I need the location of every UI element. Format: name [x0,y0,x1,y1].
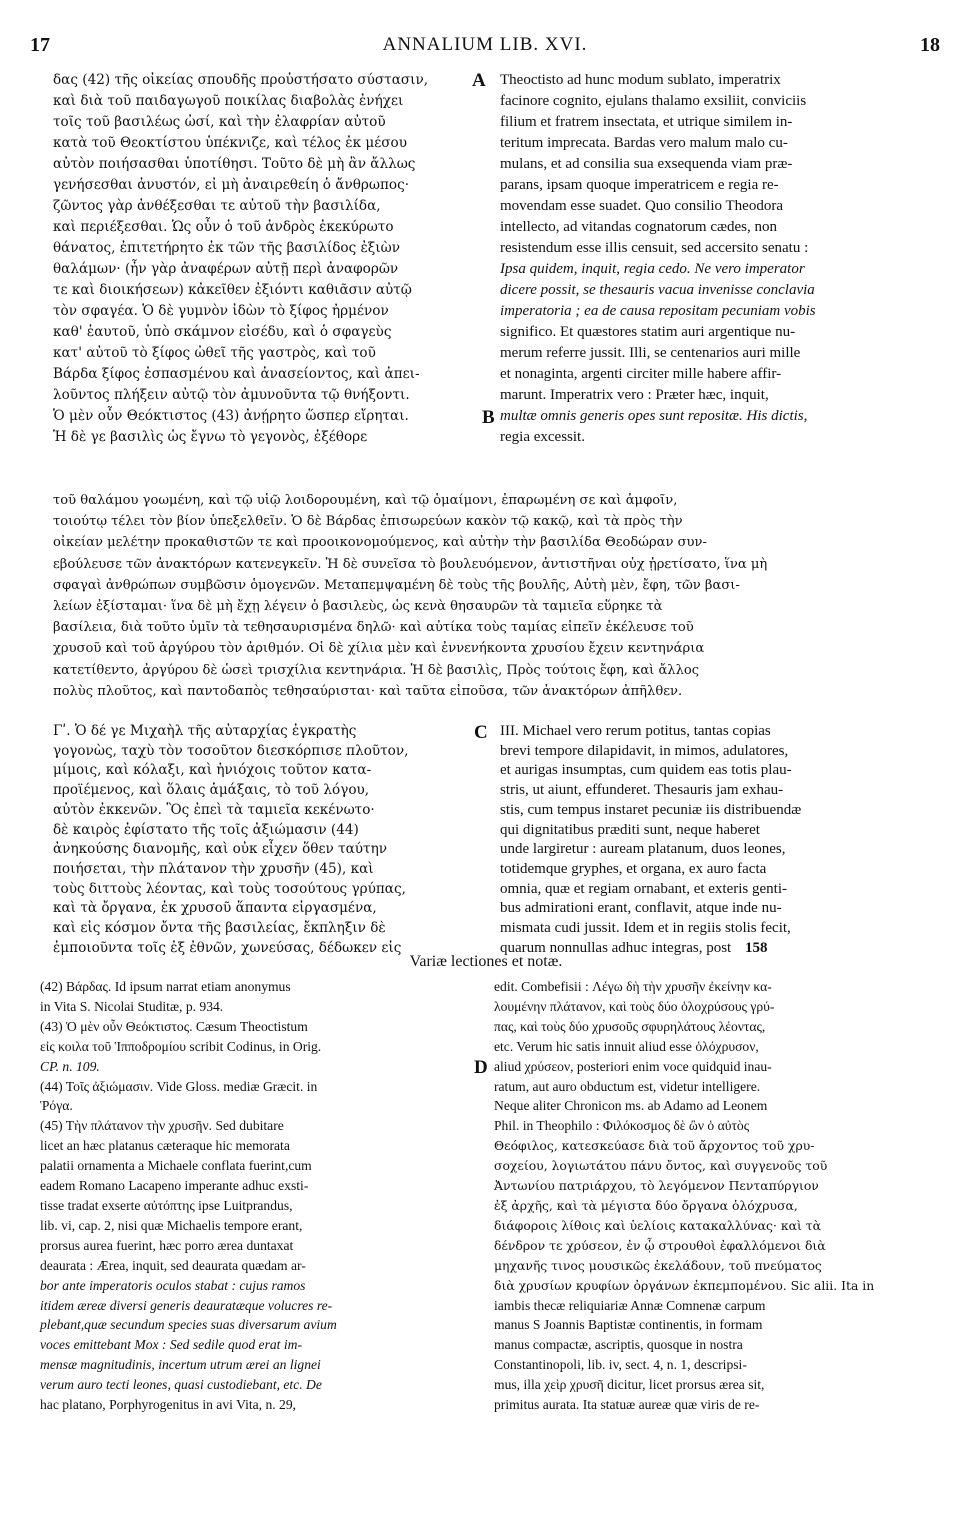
margin-letter-a: A [472,70,486,91]
greek-line: Ἡ δὲ γε βασιλὶς ὡς ἔγνω τὸ γεγονὸς, ἐξέθορε [53,429,368,445]
greek-column-top [53,70,428,448]
greek-line: κατὰ τοῦ Θεοκτίστου ὑπέκνιζε, καὶ τέλος ἐκ μέσου [53,135,407,151]
greek-line: αὐτὸν ποιήσασθαι ὑποτίθησι. Τοῦτο δὲ μὴ ἂν ἄλλως [53,156,416,172]
note-line: Ῥόγα. [40,1098,73,1114]
latin-line: movendam esse suadet. Quo consilio Theodora [500,198,783,214]
notes-column-left [40,977,337,1415]
page-number-left: 17 [30,34,50,56]
note-line: iambis thecæ reliquiariæ Annæ Comnenæ carpum [494,1297,766,1313]
greek-full-width [53,490,767,702]
note-line greekin: μηχανῆς τινος μουσικῶς ἐκελάδουν, τοῦ πνεύματος [494,1257,822,1273]
latin-line: III. Michael vero rerum potitus, tantas copias [500,723,771,739]
latin-line: mulans, et ad consilia sua exsequenda viam præ- [500,156,793,172]
note-line greekin: δένδρον τε χρύσεον, ἐν ᾧ στρουθοὶ ἐφαλλόμενοι διὰ [494,1237,826,1253]
note-line: prorsus aurea fuerint, hæc porro ærea duntaxat [40,1237,294,1253]
note-line: lib. vi, cap. 2, nisi quæ Michaelis tempore erant, [40,1217,303,1233]
note-line greekin: διὰ χρυσίων κρυφίων ὀργάνων ἐκπεμπομένου. Sic alii. Ita in [494,1277,875,1293]
note-line greekin: διάφοροις λίθοις καὶ ὑελίοις κατακαλλύνας· καὶ τὰ [494,1217,821,1233]
greek-line: ποιήσεται, τὴν πλάτανον τὴν χρυσῆν (45), καὶ [53,860,374,877]
note-line: manus S Joannis Baptistæ continentis, in formam [494,1317,763,1333]
note-line: εἰς κοιλα τοῦ Ἱπποδρομίου scribit Codinus, in Orig. [40,1038,322,1054]
latin-column-bottom [500,722,801,958]
latin-line: significo. Et quæstores statim auri argentique nu- [500,324,796,340]
greek-line: λοῦντος πλήξειν αὐτῷ τὸν ἀμυνοῦντα τῷ θνήξοντι. [53,387,410,403]
greek-line: καθ' ἑαυτοῦ, ὑπὸ σκάμνον εἰσέδυ, καὶ ὁ σφαγεὺς [53,324,392,340]
note-line: tisse tradat exserte αὐτόπτης ipse Luitprandus, [40,1197,293,1213]
greek-line: Γʹ. Ὁ δέ γε Μιχαὴλ τῆς αὐταρχίας ἐγκρατὴς [53,723,357,739]
greek-line: γογονὼς, ταχὺ τὸν τοσοῦτον διεσκόρπισε πλοῦτον, [53,742,409,759]
latin-line: qui dignitatibus præditi sunt, neque haberet [500,821,760,838]
latin-line-text: quarum nonnullas adhuc integras, post [500,939,732,956]
greek-line: οἰκείαν μελέτην προκαθιστῶν τε καὶ προοικονομούμενος, καὶ αὐτὴν τὴν βασιλίδα Θεοδώραν συν- [53,535,707,551]
latin-line: multæ omnis generis opes sunt repositæ. His dictis, [500,408,808,424]
note-line: (44) Τοῖς ἀξιώμασιν. Vide Gloss. mediæ Græcit. in [40,1078,318,1094]
latin-line: regia excessit. [500,429,585,445]
latin-line: unde largiretur : auream platanum, duos leones, [500,841,786,858]
note-line: deaurata : Ærea, inquit, sed deaurata quædam ar- [40,1257,306,1273]
note-line: aliud χρύσεον, posteriori enim voce quidquid inau- [494,1058,772,1074]
note-line: licet an hæc platanus cæteraque hic memorata [40,1138,290,1154]
latin-line: stis, cum tempus instaret pecuniæ iis distribuendæ [500,801,802,818]
note-line: etc. Verum hic satis innuit aliud esse ὁλόχρυσον, [494,1038,759,1054]
latin-line: marunt. Imperatrix vero : Præter hæc, inquit, [500,387,769,403]
note-line: (43) Ὁ μὲν οὖν Θεόκτιστος. Cæsum Theoctistum [40,1018,308,1034]
greek-column-bottom [53,722,408,958]
greek-line: γενήσεσθαι ἀνυστόν, εἰ μὴ ἀναιρεθείη ὁ ἄνθρωπος· [53,177,410,193]
margin-letter-c: C [474,722,488,743]
note-line greekin: σοχείου, λογιωτάτου πάνυ ὄντος, καὶ συγγενοῦς τοῦ [494,1158,828,1174]
note-line: mus, illa χεὶρ χρυσῆ dicitur, licet prorsus ærea sit, [494,1377,765,1393]
latin-line: et aurigas insumptas, cum quidem eas totis plau- [500,762,792,779]
latin-line: imperatoria ; ea de causa repositam pecuniam vobis [500,303,816,319]
greek-line: δας (42) τῆς οἰκείας σπουδῆς προὐστήσατο σύστασιν, [53,72,429,88]
greek-line: τε καὶ διοικήσεων) κἀκεῖθεν ἐξιόντι καθιᾶσιν αὐτῷ [53,282,412,298]
note-line: verum auro tecti leones, quasi custodiebant, etc. De [40,1377,322,1393]
margin-letter-d: D [474,1057,488,1078]
note-line: bor ante imperatoris oculos stabat : cujus ramos [40,1277,306,1293]
latin-column-top [500,70,816,448]
greek-line: ζῶντος γὰρ ἀνθέξεσθαι τε αὐτοῦ τὴν βασιλίδα, [53,198,381,214]
greek-line: θαλάμων· (ἦν γὰρ ἀναφέρων αὐτῇ περὶ ἀναφορῶν [53,261,399,277]
note-line: eadem Romano Lacapeno imperante adhuc exsti- [40,1178,309,1194]
margin-letter-b: B [482,407,495,428]
greek-line: εβούλευσε τῶν ἀνακτόρων κατενεγκεῖν. Ἡ δὲ συνεῖσα τὸ βουλευόμενον, ἀντιστῆναι οὐχ ᾑρετίσατο, ἵνα μὴ [53,556,768,572]
greek-line: καὶ εἰς κόσμον ὄντα τῆς βασιλείας, ἔκπληξιν δὲ [53,920,386,937]
column-number: 158 [744,939,768,956]
note-line: Phil. in Theophilo : Φιλόκοσμος δὲ ὢν ὁ αὐτὸς [494,1118,750,1134]
latin-line: totidemque gryphes, et organa, ex auro facta [500,860,767,877]
latin-line: stris, ut aiunt, effunderet. Thesauris jam exhau- [500,782,784,799]
latin-line: omnia, quæ et regiam ornabant, et exteris genti- [500,880,787,897]
greek-line: βασίλεια, διὰ τοῦτο ὑμῖν τὰ τεθησαυρισμένα δηλῶ· καὶ αὐτίκα τοὺς ταμίας εἰπεῖν ἐκέλευσε τοῦ [53,620,694,636]
greek-line: Ὁ μὲν οὖν Θεόκτιστος (43) ἀνῄρητο ὥσπερ εἴρηται. [53,408,409,424]
greek-line: θάνατος, ἐπιτετήρητο ἐκ τῶν τῆς βασιλίδος ἐξιὼν [53,240,400,256]
greek-line: κατ' αὐτοῦ τὸ ξίφος ὠθεῖ τῆς γαστρὸς, καὶ τοῦ [53,345,376,361]
latin-line: et nonaginta, argenti circiter mille habere affir- [500,366,782,382]
note-line: mensæ magnitudinis, incertum utrum ærei an lignei [40,1357,321,1373]
note-line: plebant,quæ secundum species suas diversarum avium [40,1317,337,1333]
latin-line: bus admirationi erant, conflavit, atque inde nu- [500,900,782,917]
greek-line: λείων ἐξίσταμαι· ἵνα δὲ μὴ ἔχῃ λέγειν ὁ βασιλεὺς, ὡς κενὰ θησαυρῶν τὰ ταμιεῖα εὕρηκε τὰ [53,599,663,615]
latin-line: facinore cognito, ejulans thalamo exsiliit, conviciis [500,93,807,109]
note-line: (42) Βάρδας. Id ipsum narrat etiam anonymus [40,979,291,994]
greek-line: προϊέμενος, καὶ ὅλαις ἁμάξαις, τὸ τοῦ λόγου, [53,782,370,799]
greek-line: τὸν σφαγέα. Ὁ δὲ γυμνὸν ἰδὼν τὸ ξίφος ἠρμένον [53,303,389,319]
note-line: manus compactæ, ascriptis, quosque in nostra [494,1337,743,1353]
latin-line: mismata cudi jussit. Idem et in regiis stolis fecit, [500,920,791,937]
note-line: Neque aliter Chronicon ms. ab Adamo ad Leonem [494,1098,768,1114]
latin-line: parans, ipsam quoque imperatricem e regia re- [500,177,779,193]
greek-line: τοῖς τοῦ βασιλέως ὠσί, καὶ τὴν ἐλαφρίαν αὐτοῦ [53,114,386,130]
latin-line: dicere possit, se thesauris vacua invenisse conclavia [500,282,815,298]
greek-line: χρυσοῦ καὶ τοῦ ἀργύρου τὸν ἀριθμόν. Οἱ δὲ χίλια μὲν καὶ ἐννενήκοντα χρυσίου ἔχειν κεντηνάρια [53,641,705,657]
note-line greekin: Ἀντωνίου πατριάρχου, τὸ λεγόμενον Πενταπύργιον [494,1178,819,1194]
note-line: voces emittebant Mox : Sed sedile quod erat im- [40,1337,302,1353]
note-line: λουμένην πλάτανον, καὶ τοὺς δύο ὁλοχρύσους γρύ- [494,998,775,1014]
greek-line: μίμοις, καὶ κόλαξι, καὶ ἡνιόχοις τοῦτον κατα- [53,762,372,779]
note-line: in Vita S. Nicolai Studitæ, p. 934. [40,998,224,1014]
greek-line: δὲ καιρὸς ἐφίστατο τῆς τοῖς ἀξιώμασιν (44) [53,821,359,838]
greek-line: καὶ περιέξεσθαι. Ὡς οὖν ὁ τοῦ ἀνδρὸς ἐκεκύρωτο [53,219,394,235]
note-line greekin: Θεόφιλος, κατεσκεύασε διὰ τοῦ ἄρχοντος τοῦ χρυ- [494,1138,815,1154]
note-line: πας, καὶ τοὺς δύο χρυσοῦς σφυρηλάτους λέοντας, [494,1018,766,1034]
latin-line: resistendum esse illis censuit, sed accersito senatu : [500,240,809,256]
greek-line: ἀνηκούσης διανομῆς, καὶ οὐκ εἶχεν ὅθεν ταύτην [53,841,387,858]
greek-line: πολὺς πλοῦτος, καὶ παντοδαπὸς τεθησαύρισται· καὶ ταῦτα εἰποῦσα, τῶν ἀνακτόρων ἀπῆλθεν. [53,683,683,699]
greek-line: τοὺς διττοὺς λέοντας, καὶ τοὺς τοσούτους γρύπας, [53,880,406,897]
latin-line: brevi tempore dilapidavit, in mimos, adulatores, [500,742,789,759]
latin-line: Theoctisto ad hunc modum sublato, imperatrix [500,72,781,88]
latin-line: filium et fratrem insectata, et utrique similem in- [500,114,793,130]
note-line: hac platano, Porphyrogenitus in avi Vita, n. 29, [40,1397,297,1413]
latin-line: intellecto, ad vitandas cognatorum cædes, non [500,219,778,235]
latin-line: Ipsa quidem, inquit, regia cedo. Ne vero imperator [500,261,805,277]
note-line: primitus aurata. Ita statuæ aureæ quæ viris de re- [494,1397,760,1413]
greek-line: τοιούτῳ τέλει τὸν βίον ὑπεξελθεῖν. Ὁ δὲ Βάρδας ἐπισωρεύων κακὸν τῷ κακῷ, καὶ τὰ πρὸς τὴν [53,514,683,530]
greek-line: τοῦ θαλάμου γοωμένη, καὶ τῷ υἱῷ λοιδορουμένη, καὶ τῷ ὁμαίμονι, ἐπαρωμένη σε καὶ ἀμφοῖν, [53,493,678,508]
note-line: edit. Combefisii : Λέγω δὴ τὴν χρυσῆν ἐκείνην κα- [494,979,772,994]
greek-line: Βάρδα ξίφος ἐσπασμένου καὶ ἀνασείοντος, καὶ ἀπει- [53,366,420,382]
note-line: Constantinopoli, lib. iv, sect. 4, n. 1, descripsi- [494,1357,747,1373]
latin-line: teritum imprecata. Bardas vero malum malo cu- [500,135,788,151]
note-line greekin: ἐξ ἀρχῆς, καὶ τὰ μέγιστα δύο ὄργανα ὁλόχρυσα, [494,1197,798,1213]
latin-line: merum referre jussit. Illi, se centenarios auri mille [500,345,801,361]
notes-column-right [494,977,874,1415]
greek-line: καὶ διὰ τοῦ παιδαγωγοῦ ποικίλας διαβολὰς ἐνήχει [53,93,404,109]
greek-line: καὶ τὰ ὄργανα, ἐκ χρυσοῦ ἅπαντα εἰργασμένα, [53,900,377,917]
note-line: CP. n. 109. [40,1058,100,1074]
running-title: ANNALIUM LIB. XVI. [382,34,588,55]
note-line: itidem æreæ diversi generis deauratæque volucres re- [40,1297,333,1313]
greek-line: ἐμποιοῦντα τοῖς ἐξ ἐθνῶν, χωνεύσας, δέδωκεν εἰς [53,939,402,956]
greek-line: κατετίθεντο, ἀργύρου δὲ ὡσεὶ τρισχίλια κεντηνάρια. Ἡ δὲ βασιλὶς, Πρὸς τούτοις ἔφη, καὶ ἄλλος [53,662,700,678]
note-line: (45) Τὴν πλάτανον τὴν χρυσῆν. Sed dubitare [40,1118,284,1134]
greek-line: αὐτὸν ἐκκενῶν. Ὃς ἐπεὶ τὰ ταμιεῖα κεκένωτο· [53,801,375,818]
note-line: ratum, aut auro obductum est, videtur intelligere. [494,1078,761,1094]
notes-heading: Variæ lectiones et notæ. [409,953,563,970]
page-header [30,34,940,64]
page-number-right: 18 [920,34,940,56]
greek-line: σφαγαὶ ἀνθρώπων συμβῶσιν ὁμογενῶν. Μεταπεμψαμένη δὲ τοὺς τῆς βουλῆς, Αὐτὴ μὲν, ἔφη, τῶν βασι- [53,577,740,593]
note-line: palatii ornamenta a Michaele conflata fuerint,cum [40,1158,312,1174]
